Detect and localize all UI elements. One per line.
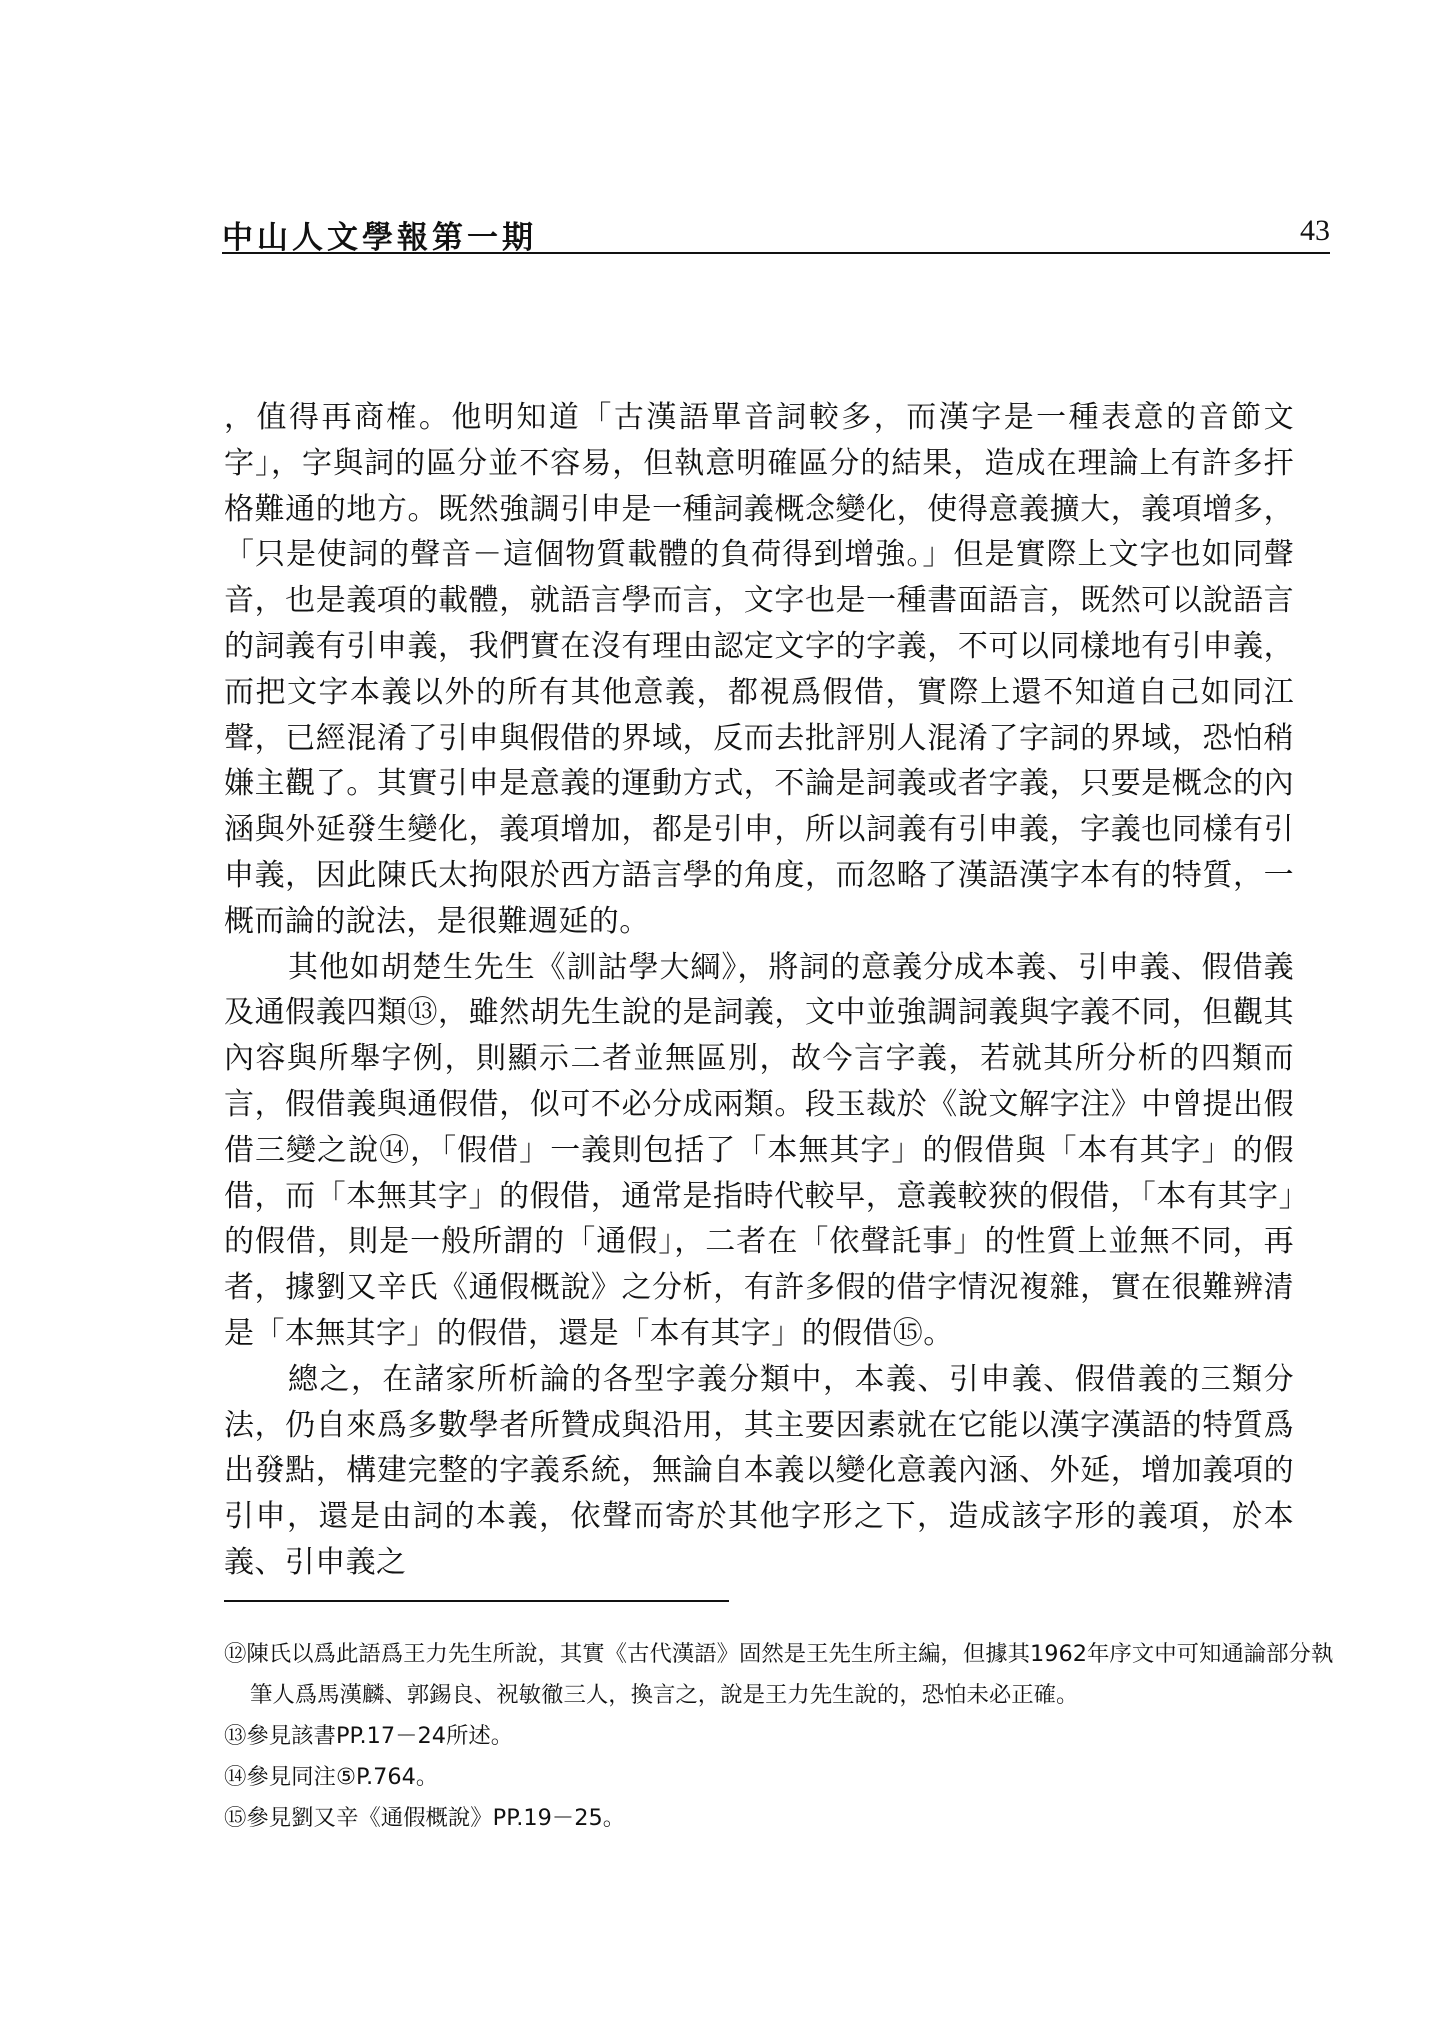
paragraph: 總之，在諸家所析論的各型字義分類中，本義、引申義、假借義的三類分法，仍自來爲多數學者所贊成與沿用，其主要因素就在它能以漢字漢語的特質爲出發點，構建完整的字義系統，無論自本義以變化意義內涵、外延，增加義項的引申，還是由詞的本義，依聲而寄於其他字形之下，造成該字形的義項，於本義、引申義之 xyxy=(224,1361,1294,1580)
footnote-14: ⑭參見同注⑤P.764。 xyxy=(224,1764,439,1790)
footnote-15: ⑮參見劉又辛《通假概說》PP.19－25。 xyxy=(224,1805,626,1831)
page-number: 43 xyxy=(1300,214,1330,247)
paragraph: 其他如胡楚生先生《訓詁學大綱》，將詞的意義分成本義、引申義、假借義及通假義四類⑬，雖然胡先生說的是詞義，文中並強調詞義與字義不同，但觀其內容與所舉字例，則顯示二者並無區別，故今言字義，若就其所分析的四類而言，假借義與通假借，似可不必分成兩類。段玉裁於《說文解字注》中曾提出假借三變之說⑭，「假借」一義則包括了「本無其字」的假借與「本有其字」的假借，而「本無其字」的假借，通常是指時代較早，意義較狹的假借，「本有其字」的假借，則是一般所謂的「通假」，二者在「依聲託事」的性質上並無不同，再者，據劉又辛氏《通假概說》之分析，有許多假的借字情況複雜，實在很難辨清是「本無其字」的假借，還是「本有其字」的假借⑮。 xyxy=(224,949,1294,1351)
footnote-rule xyxy=(224,1600,729,1602)
footnote-12: ⑫陳氏以爲此語爲王力先生所說，其實《古代漢語》固然是王先生所主編，但據其1962年序文中可知通論部分執筆人爲馬漢麟、郭錫良、祝敏徹三人，換言之，說是王力先生說的，恐怕未必正確。 xyxy=(224,1641,1334,1708)
header-rule xyxy=(222,252,1330,254)
paragraph: ，值得再商榷。他明知道「古漢語單音詞較多，而漢字是一種表意的音節文字」，字與詞的區分並不容易，但執意明確區分的結果，造成在理論上有許多扞格難通的地方。既然強調引申是一種詞義概念變化，使得意義擴大，義項增多，「只是使詞的聲音－這個物質載體的負荷得到增強。」但是實際上文字也如同聲音，也是義項的載體，就語言學而言，文字也是一種書面語言，既然可以說語言的詞義有引申義，我們實在沒有理由認定文字的字義，不可以同樣地有引申義，而把文字本義以外的所有其他意義，都視爲假借，實際上還不知道自己如同江聲，已經混淆了引申與假借的界域，反而去批評別人混淆了字詞的界域，恐怕稍嫌主觀了。其實引申是意義的運動方式，不論是詞義或者字義，只要是概念的內涵與外延發生變化，義項增加，都是引申，所以詞義有引申義，字義也同樣有引申義，因此陳氏太拘限於西方語言學的角度，而忽略了漢語漢字本有的特質，一概而論的說法，是很難週延的。 xyxy=(224,400,1294,939)
body-text xyxy=(224,395,1294,1586)
footnotes xyxy=(224,1634,1334,1839)
journal-title: 中山人文學報第一期 xyxy=(222,220,537,256)
running-header xyxy=(222,212,1330,256)
footnote-13: ⑬參見該書PP.17－24所述。 xyxy=(224,1723,514,1749)
